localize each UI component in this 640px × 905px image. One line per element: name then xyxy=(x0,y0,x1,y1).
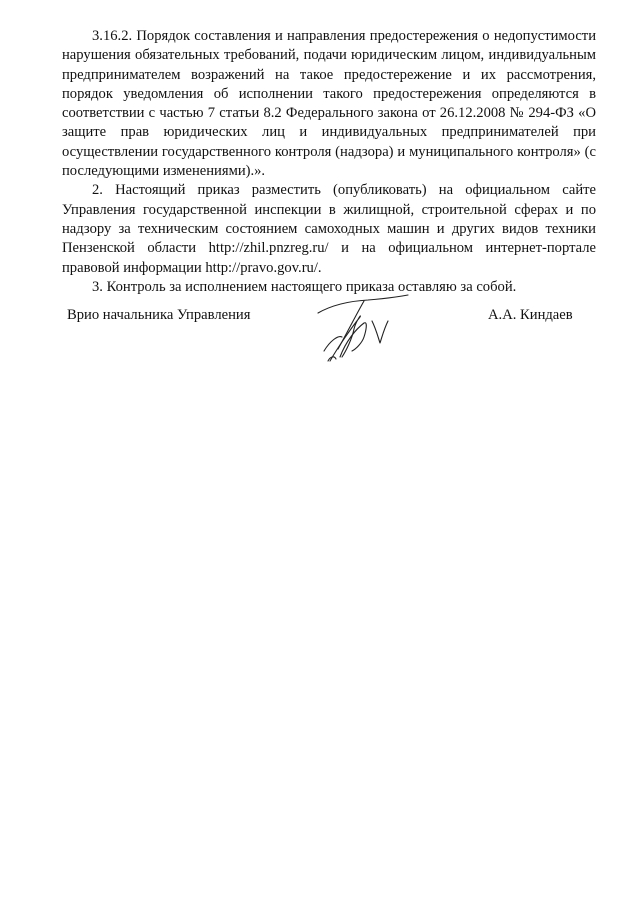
handwritten-signature xyxy=(312,291,422,371)
paragraph-2-publication: 2. Настоящий приказ разместить (опубликовать) на официальном сайте Управления государственной инспекции в жилищной, строительной сферах и по надзору за техническим состоянием самоходных машин и других видов техники Пензенской области http://zhil.pnzreg.ru/ и на официальном интернет-портале правовой информации http://pravo.gov.ru/. xyxy=(62,182,596,276)
signature-block xyxy=(0,305,640,375)
paragraph-3-control: 3. Контроль за исполнением настоящего приказа оставляю за собой. xyxy=(92,278,517,295)
signatory-position: Врио начальника Управления xyxy=(67,307,251,323)
signatory-name: А.А. Киндаев xyxy=(488,307,573,323)
paragraph-3-16-2: 3.16.2. Порядок составления и направления предостережения о недопустимости нарушения обязательных требований, подачи юридическим лицом, индивидуальным предпринимателем возражений на такое предостережение и их рассмотрения, порядок уведомления об исполнении такого предостережения определяются в соответствии с частью 7 статьи 8.2 Федерального закона от 26.12.2008 № 294-ФЗ «О защите прав юридических лиц и индивидуальных предпринимателей при осуществлении государственного контроля (надзора) и муниципального контроля» (с последующими изменениями).». xyxy=(62,28,596,180)
document-body xyxy=(62,27,596,297)
